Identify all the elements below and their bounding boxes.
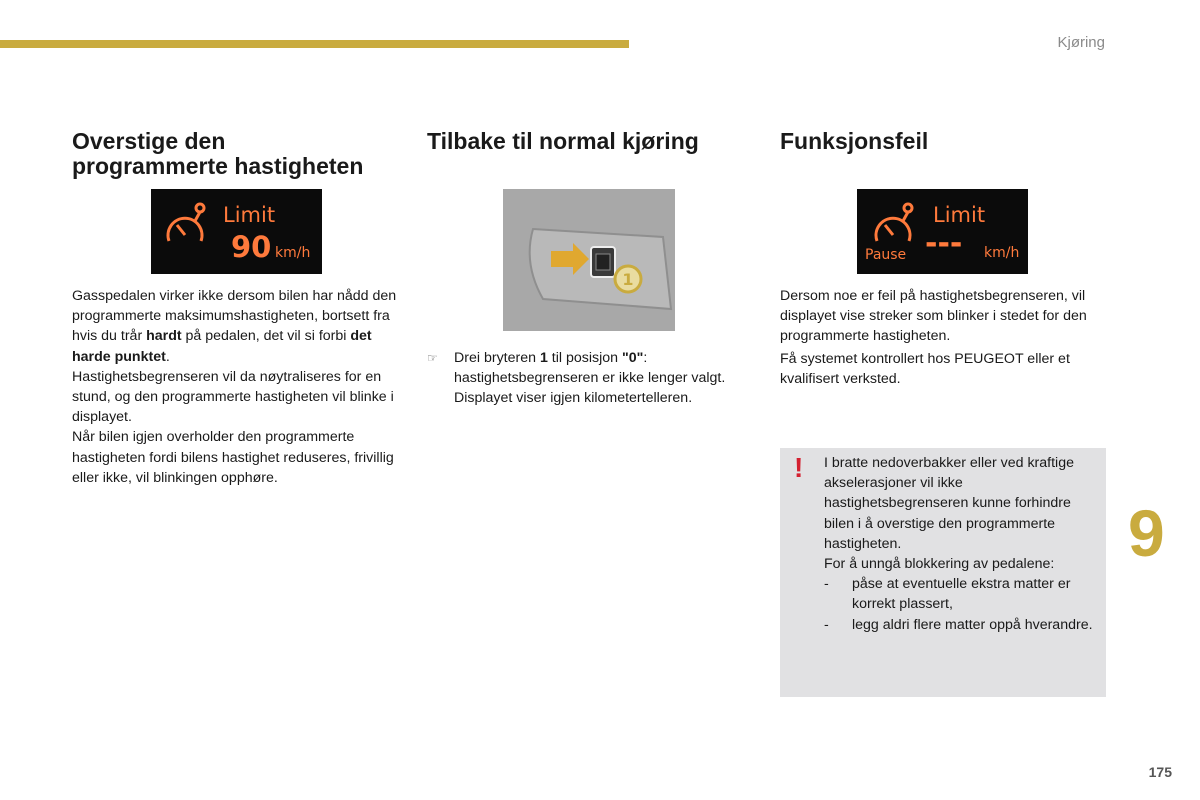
warning-note xyxy=(780,448,1106,697)
chapter-number: 9 xyxy=(1128,496,1165,570)
speedometer-icon xyxy=(876,204,912,241)
display-limit-label: Limit xyxy=(933,203,986,227)
list-item-text: påse at eventuelle ekstra matter er korrekt plassert, xyxy=(852,576,1071,613)
speed-limit-display xyxy=(151,189,322,274)
warning-list xyxy=(824,574,1100,635)
heading-normal-driving: Tilbake til normal kjøring xyxy=(427,128,699,154)
bold-run: hardt xyxy=(146,328,182,345)
header-accent-bar xyxy=(0,40,629,48)
list-item xyxy=(824,574,1100,614)
text-run: Drei bryteren xyxy=(454,350,540,366)
list-dash: - xyxy=(824,576,829,593)
speedometer-icon xyxy=(168,204,204,241)
paragraph: For å unngå blokkering av pedalene: xyxy=(824,556,1055,573)
display-dashes: --- xyxy=(925,226,963,261)
pointing-hand-icon: ☞ xyxy=(427,351,438,365)
paragraph: Når bilen igjen overholder den programmerte hastigheten fordi bilens hastighet reduseres, frivillig eller ikke, vil blinkingen opphøre. xyxy=(72,429,394,486)
pause-display xyxy=(857,189,1028,274)
text-run: til posisjon xyxy=(547,350,622,366)
switch-photo xyxy=(503,189,675,331)
warning-icon: ! xyxy=(794,452,804,483)
warning-text xyxy=(824,453,1100,635)
callout-number: 1 xyxy=(622,270,634,289)
bold-run: det harde punktet xyxy=(72,328,372,365)
list-item-text: legg aldri flere matter oppå hverandre. xyxy=(852,616,1093,633)
display-unit: km/h xyxy=(275,245,311,261)
text-run: på pedalen, det vil si forbi xyxy=(181,328,351,345)
heading-exceed-speed xyxy=(72,129,363,179)
paragraph: Få systemet kontrollert hos PEUGEOT eller et kvalifisert verksted. xyxy=(780,350,1070,387)
list-item xyxy=(824,615,1100,635)
instruction-text xyxy=(454,348,764,409)
page-number: 175 xyxy=(1148,764,1172,780)
bold-run: 1 xyxy=(539,350,548,366)
display-pause-label: Pause xyxy=(865,247,907,263)
display-speed-value: 90 xyxy=(231,230,272,264)
paragraph: I bratte nedoverbakker eller ved kraftige akselerasjoner vil ikke hastighetsbegrenseren kunne forhindre bilen i å overstige den programmerte hastigheten. xyxy=(824,455,1074,552)
paragraph: Dersom noe er feil på hastighetsbegrenseren, vil displayet vise streker som blinker i stedet for den programmerte hastigheten. xyxy=(780,288,1087,345)
text-run: : hastighetsbegrenseren er ikke lenger valgt. Displayet viser igjen kilometertelleren. xyxy=(454,350,726,407)
heading-malfunction: Funksjonsfeil xyxy=(780,128,929,154)
col3-body xyxy=(780,286,1110,389)
heading-line: Overstige den xyxy=(72,128,226,154)
col1-body xyxy=(72,286,402,488)
display-unit: km/h xyxy=(984,245,1020,261)
display-limit-label: Limit xyxy=(223,203,276,227)
text-run: . xyxy=(165,348,170,365)
heading-line: programmerte hastigheten xyxy=(72,153,364,179)
list-dash: - xyxy=(824,616,829,633)
text-run: Gasspedalen virker ikke dersom bilen har nådd den programmerte maksimumshastigheten, bortsett fra hvis du trår xyxy=(72,288,397,345)
bold-run: "0" xyxy=(621,350,644,366)
section-title: Kjøring xyxy=(1057,34,1105,51)
paragraph xyxy=(72,286,402,367)
paragraph: Hastighetsbegrenseren vil da nøytraliseres for en stund, og den programmerte hastigheten vil blinke i displayet. xyxy=(72,368,394,426)
